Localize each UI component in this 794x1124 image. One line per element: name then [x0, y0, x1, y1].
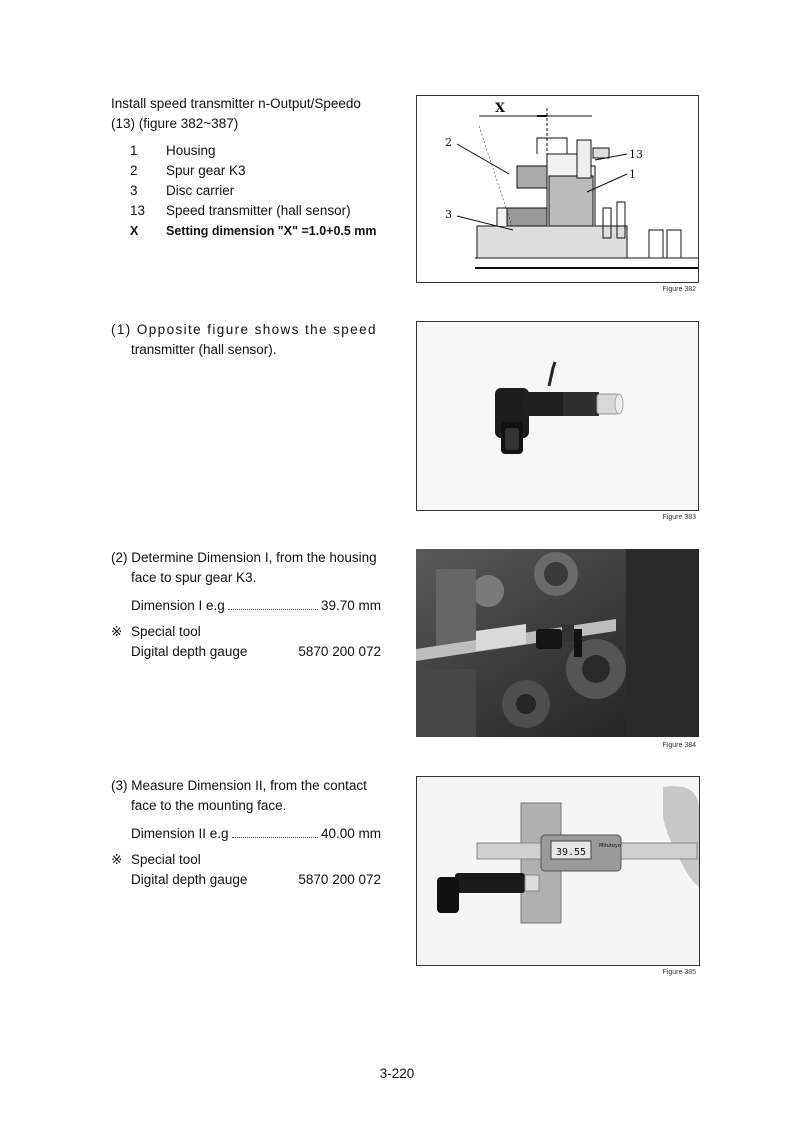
tool-code: 5870 200 072 — [298, 872, 381, 887]
special-tool-note — [111, 622, 381, 642]
dot-leader — [232, 837, 318, 838]
step-marker: (2) — [111, 550, 128, 565]
intro-line-2: (13) (figure 382~387) — [111, 116, 239, 131]
dimension-label: Dimension I e.g — [131, 598, 225, 613]
figure-384-caption: Figure 384 — [662, 742, 696, 749]
step-marker: (1) — [111, 322, 132, 337]
speed-sensor-photo — [417, 322, 698, 510]
legend-num: X — [130, 224, 139, 238]
note-label: Special tool — [131, 852, 201, 867]
legend-text: Spur gear K3 — [166, 163, 246, 178]
dimension-value: 39.70 mm — [320, 598, 381, 613]
label-13: 13 — [629, 148, 643, 161]
step-3-line-1: Measure Dimension II, from the contact — [131, 778, 367, 793]
gauge-reading: 39.55 — [555, 847, 587, 858]
label-3: 3 — [445, 208, 452, 221]
legend-num: 3 — [130, 183, 138, 198]
legend-num: 1 — [130, 143, 138, 158]
gearbox-measurement-photo — [416, 549, 699, 737]
page-number: 3-220 — [379, 1066, 415, 1081]
step-2-line-1: Determine Dimension I, from the housing — [131, 550, 377, 565]
note-mark-icon: ※ — [111, 624, 123, 639]
figure-385-caption: Figure 385 — [662, 969, 696, 976]
step-2-text — [111, 548, 381, 568]
legend-text: Housing — [166, 143, 216, 158]
figure-383-frame — [416, 321, 699, 511]
legend-row — [130, 141, 390, 161]
step-1-text — [111, 320, 381, 340]
special-tool-note — [111, 850, 381, 870]
step-1-line-1: Opposite figure shows the speed — [136, 322, 377, 337]
tool-code: 5870 200 072 — [298, 644, 381, 659]
figure-383-caption: Figure 383 — [662, 514, 696, 521]
legend-row — [130, 201, 390, 221]
step-1-line-2: transmitter (hall sensor). — [131, 342, 277, 357]
step-1 — [111, 320, 381, 360]
note-label: Special tool — [131, 624, 201, 639]
step-3-line-2: face to the mounting face. — [131, 798, 287, 813]
legend-row — [130, 161, 390, 181]
step-2-line-2: face to spur gear K3. — [131, 570, 257, 585]
legend-num: 13 — [130, 203, 146, 218]
dimension-value: 40.00 mm — [320, 826, 381, 841]
figure-385-frame — [416, 776, 700, 966]
tool-row — [131, 870, 381, 890]
gauge-measurement-photo — [417, 777, 699, 965]
figure-384-photo — [416, 549, 699, 737]
step-marker: (3) — [111, 778, 128, 793]
label-x: X — [495, 101, 506, 116]
dot-leader — [228, 609, 318, 610]
dimension-label: Dimension II e.g — [131, 826, 229, 841]
legend-row — [130, 181, 390, 201]
figure-382-frame — [416, 95, 699, 283]
label-2: 2 — [445, 136, 452, 149]
gauge-brand: Mitutoyo — [599, 843, 621, 849]
legend-text: Speed transmitter (hall sensor) — [166, 203, 351, 218]
intro-line-1: Install speed transmitter n-Output/Speedo — [111, 96, 361, 111]
legend-text: Disc carrier — [166, 183, 235, 198]
parts-legend — [130, 141, 390, 241]
legend-num: 2 — [130, 163, 138, 178]
tool-name: Digital depth gauge — [131, 644, 248, 659]
note-mark-icon: ※ — [111, 852, 123, 867]
legend-row-setting — [130, 221, 390, 241]
intro-text — [111, 94, 381, 134]
dimension-i-row — [131, 596, 381, 616]
figure-382-caption: Figure 382 — [662, 286, 696, 293]
step-3-text — [111, 776, 381, 796]
step-2 — [111, 548, 381, 662]
legend-text: Setting dimension "X" =1.0+0.5 mm — [166, 224, 377, 238]
label-1: 1 — [629, 168, 636, 181]
tool-name: Digital depth gauge — [131, 872, 248, 887]
dimension-ii-row — [131, 824, 381, 844]
step-3 — [111, 776, 381, 890]
figure-382-drawing — [417, 96, 698, 282]
tool-row — [131, 642, 381, 662]
